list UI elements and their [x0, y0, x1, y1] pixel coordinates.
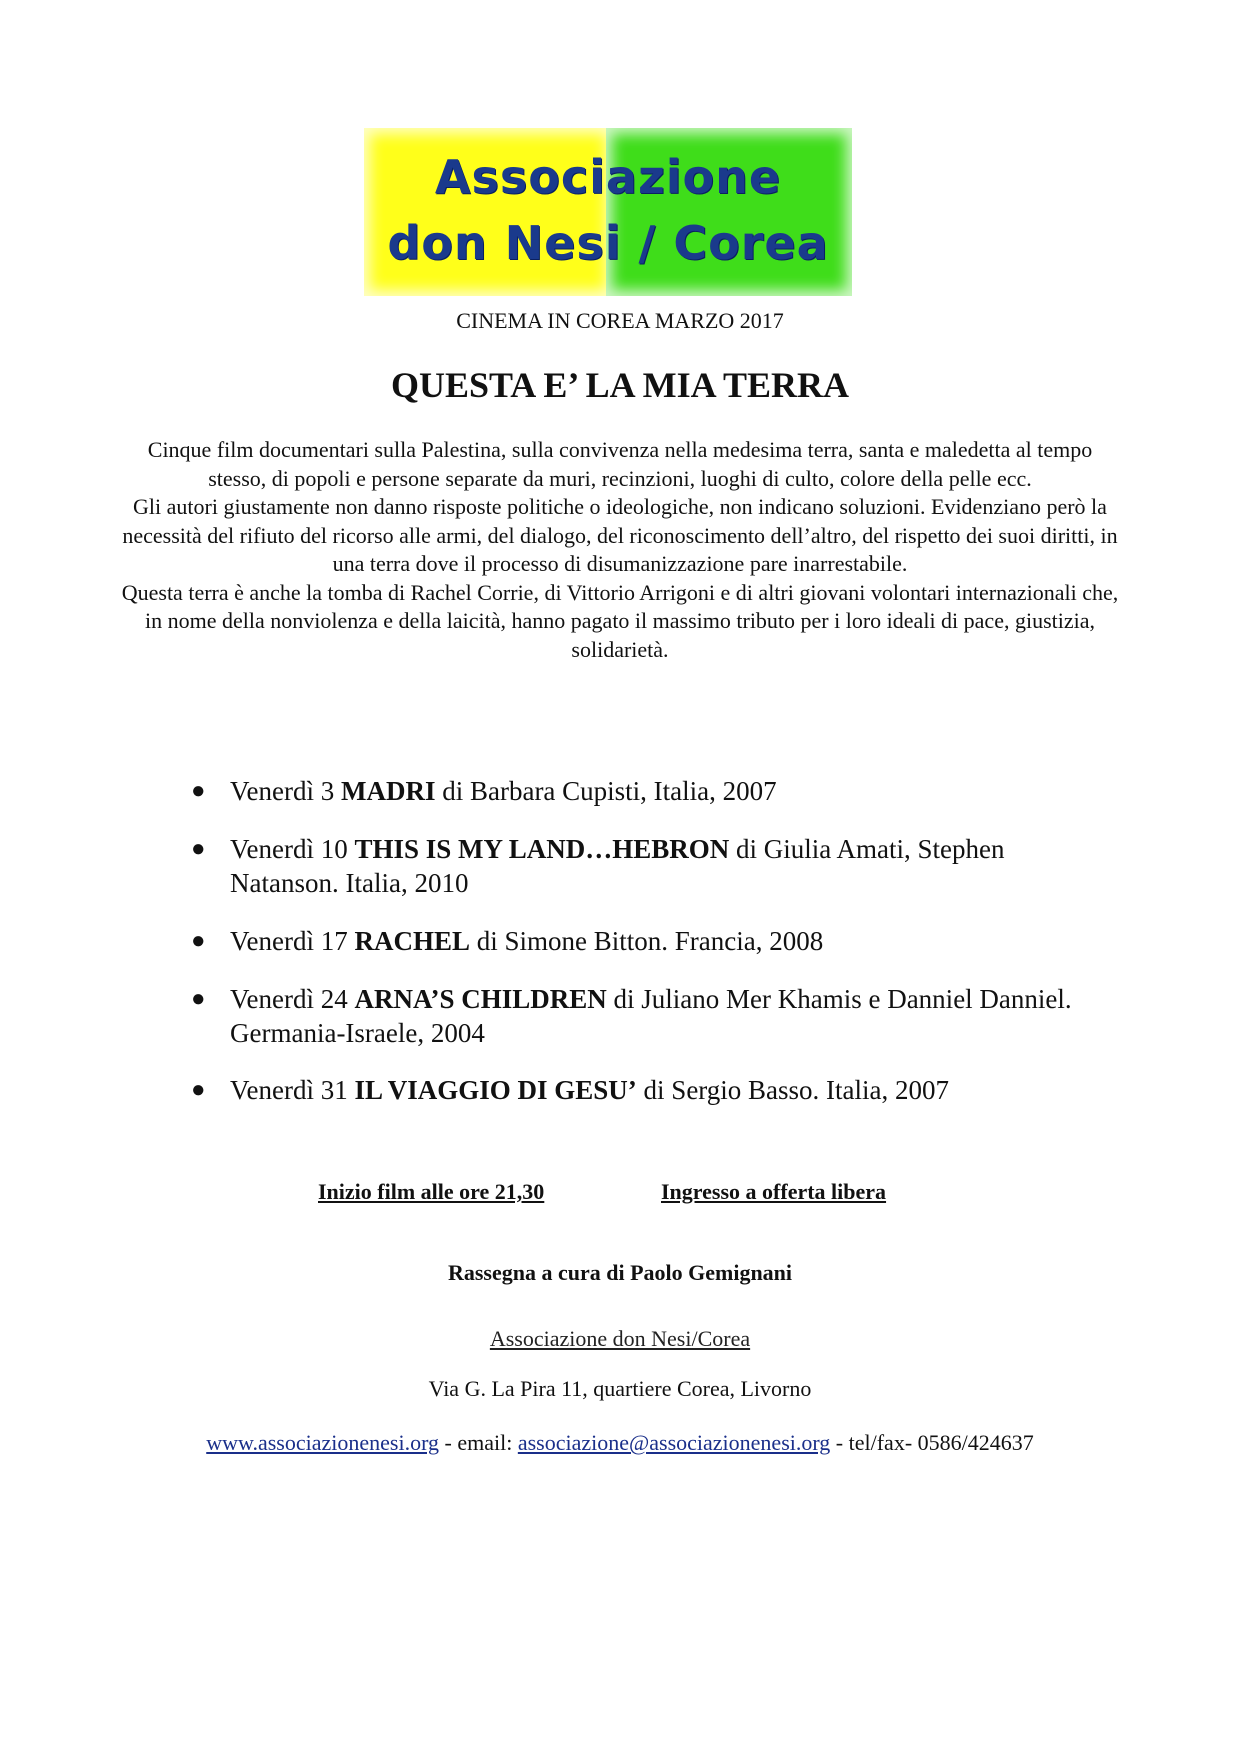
film-item: [191, 774, 1110, 808]
film-details: di Sergio Basso. Italia, 2007: [643, 1075, 950, 1105]
film-item: [191, 982, 1110, 1050]
intro-paragraph-3: Questa terra è anche la tomba di Rachel Corrie, di Vittorio Arrigoni e di altri giovani volontari internazionali che, in nome della nonviolenza e della laicità, hanno pagato il massimo tributo per i loro ideali di pace, giustizia, solidarietà.: [121, 579, 1119, 662]
logo-line-2: don Nesi / Corea: [387, 216, 829, 270]
email-link[interactable]: associazione@associazionenesi.org: [517, 1430, 831, 1455]
intro-text: [120, 436, 1120, 664]
film-item: [191, 924, 1110, 958]
website-link[interactable]: www.associazionenesi.org: [206, 1430, 440, 1455]
film-title: IL VIAGGIO DI GESU’: [354, 1075, 637, 1105]
film-date: Venerdì 17: [230, 926, 348, 956]
entry-info: Ingresso a offerta libera: [661, 1179, 887, 1204]
film-date: Venerdì 3: [230, 776, 335, 806]
film-item: [191, 832, 1110, 900]
film-details: di Juliano Mer Khamis e Danniel Danniel. Germania-Israele, 2004: [230, 984, 1072, 1048]
contact-separator-1: - email:: [439, 1430, 518, 1455]
contact-phone: - tel/fax- 0586/424637: [830, 1430, 1034, 1455]
film-date: Venerdì 10: [230, 834, 348, 864]
bullet-icon: ●: [191, 778, 206, 804]
bullet-icon: ●: [191, 1077, 206, 1103]
bullet-icon: ●: [191, 836, 206, 862]
bullet-icon: ●: [191, 928, 206, 954]
film-details: di Simone Bitton. Francia, 2008: [476, 926, 824, 956]
association-logo: [364, 128, 852, 296]
film-title: MADRI: [340, 776, 436, 806]
curator-credit: Rassegna a cura di Paolo Gemignani: [447, 1260, 793, 1285]
association-name: Associazione don Nesi/Corea: [489, 1326, 751, 1351]
film-title: ARNA’S CHILDREN: [354, 984, 607, 1014]
logo-line-1: Associazione: [434, 150, 782, 204]
bullet-icon: ●: [191, 986, 206, 1012]
start-time-info: Inizio film alle ore 21,30: [318, 1179, 545, 1204]
film-date: Venerdì 31: [230, 1075, 348, 1105]
intro-paragraph-1: Cinque film documentari sulla Palestina, sulla convivenza nella medesima terra, santa e maledetta al tempo stesso, di popoli e persone separate da muri, recinzioni, luoghi di culto, colore della pelle ecc.: [147, 437, 1093, 491]
association-address: Via G. La Pira 11, quartiere Corea, Livorno: [428, 1376, 812, 1401]
film-title: THIS IS MY LAND…HEBRON: [354, 834, 730, 864]
film-date: Venerdì 24: [230, 984, 348, 1014]
contact-line: [0, 1430, 1240, 1456]
film-details: di Barbara Cupisti, Italia, 2007: [442, 776, 777, 806]
event-kicker: CINEMA IN COREA MARZO 2017: [456, 308, 784, 333]
film-item: [191, 1073, 1110, 1107]
film-title: RACHEL: [354, 926, 470, 956]
event-title: QUESTA E’ LA MIA TERRA: [390, 365, 850, 405]
intro-paragraph-2: Gli autori giustamente non danno risposte politiche o ideologiche, non indicano soluzioni. Evidenziano però la necessità del rifiuto del ricorso alle armi, del dialogo, del riconoscimento dell’altro, del rispetto dei suoi diritti, in una terra dove il processo di disumanizzazione pare inarrestabile.: [122, 494, 1118, 576]
film-details: di Giulia Amati, Stephen Natanson. Italia, 2010: [230, 834, 1005, 898]
